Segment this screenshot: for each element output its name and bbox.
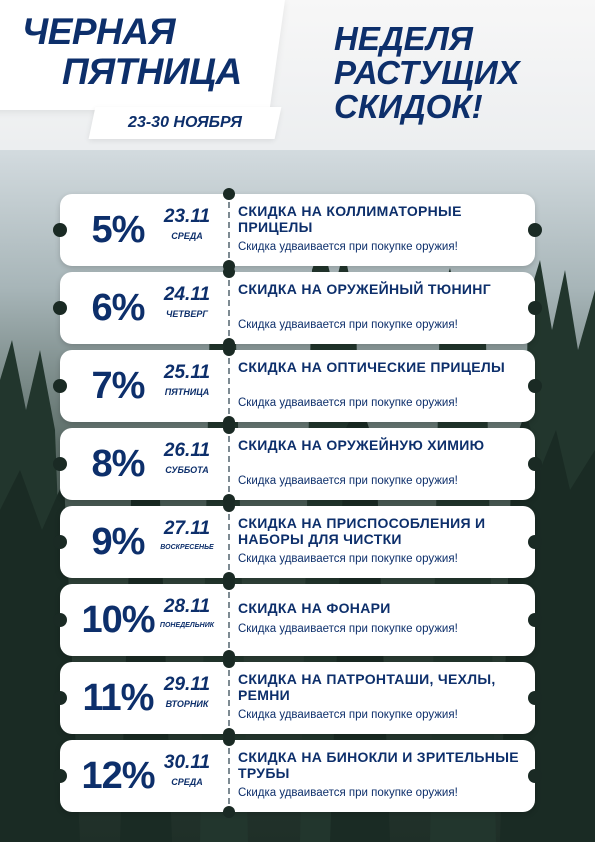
discount-percent: 5% [91, 209, 145, 251]
discount-date: 24.11 [163, 284, 211, 305]
discount-ticket [60, 272, 535, 344]
discount-note: Скидка удваивается при покупке оружия! [238, 241, 458, 253]
ticket-notch [528, 223, 542, 237]
ticket-notch [528, 457, 542, 471]
discount-weekday: ВТОРНИК [165, 699, 209, 709]
discount-percent: 6% [91, 287, 145, 329]
divider-dot [223, 656, 235, 668]
divider-dot [223, 500, 235, 512]
discount-note: Скидка удваивается при покупке оружия! [238, 475, 458, 487]
discount-note: Скидка удваивается при покупке оружия! [238, 787, 458, 799]
discount-date: 28.11 [163, 596, 211, 617]
discount-offer: СКИДКА НА БИНОКЛИ И ЗРИТЕЛЬНЫЕ ТРУБЫ [238, 749, 519, 781]
divider-dot [223, 344, 235, 356]
divider-dot [223, 734, 235, 746]
discount-note: Скидка удваивается при покупке оружия! [238, 397, 458, 409]
discount-ticket [60, 350, 535, 422]
title-line-2: ПЯТНИЦА [62, 51, 242, 92]
date-range: 23-30 НОЯБРЯ [128, 114, 242, 131]
ticket-notch [528, 301, 542, 315]
discount-weekday: ЧЕТВЕРГ [166, 309, 208, 319]
ticket-notch [53, 223, 67, 237]
discount-percent: 10% [81, 599, 155, 641]
ticket-notch [53, 379, 67, 393]
discount-date: 29.11 [163, 674, 211, 695]
discount-date: 25.11 [163, 362, 211, 383]
discount-ticket [60, 428, 535, 500]
discount-note: Скидка удваивается при покупке оружия! [238, 319, 458, 331]
discount-ticket [60, 506, 535, 578]
ticket-divider [228, 592, 230, 648]
discount-offer: СКИДКА НА КОЛЛИМАТОРНЫЕ ПРИЦЕЛЫ [238, 203, 462, 235]
ticket-notch [53, 535, 67, 549]
ticket-divider [228, 202, 230, 258]
discount-weekday: ПЯТНИЦА [164, 387, 210, 397]
ticket-notch [528, 691, 542, 705]
discount-note: Скидка удваивается при покупке оружия! [238, 709, 458, 721]
discount-percent: 12% [81, 755, 155, 797]
header [0, 0, 595, 150]
ticket-notch [53, 691, 67, 705]
divider-dot [223, 422, 235, 434]
ticket-divider [228, 670, 230, 726]
discount-percent: 7% [91, 365, 145, 407]
ticket-divider [228, 514, 230, 570]
discount-offer: СКИДКА НА ОРУЖЕЙНЫЙ ТЮНИНГ [238, 281, 491, 297]
discount-weekday: СУББОТА [165, 465, 209, 475]
ticket-divider [228, 358, 230, 414]
ticket-notch [528, 535, 542, 549]
tagline-line-2: РАСТУЩИХ [334, 54, 520, 91]
discount-percent: 9% [91, 521, 145, 563]
discount-ticket [60, 194, 535, 266]
discount-offer: СКИДКА НА ОРУЖЕЙНУЮ ХИМИЮ [238, 437, 485, 453]
title-line-1: ЧЕРНАЯ [22, 11, 175, 52]
discount-note: Скидка удваивается при покупке оружия! [238, 553, 458, 565]
ticket-notch [53, 769, 67, 783]
discount-date: 27.11 [163, 518, 211, 539]
discount-date: 26.11 [163, 440, 211, 461]
discount-weekday: СРЕДА [171, 231, 203, 241]
ticket-notch [528, 613, 542, 627]
discount-weekday: ПОНЕДЕЛЬНИК [159, 622, 215, 629]
tagline-line-3: СКИДОК! [334, 88, 483, 125]
discount-note: Скидка удваивается при покупке оружия! [238, 623, 458, 635]
ticket-notch [53, 613, 67, 627]
divider-dot [223, 806, 235, 818]
ticket-notch [528, 769, 542, 783]
divider-dot [223, 578, 235, 590]
ticket-notch [53, 301, 67, 315]
ticket-divider [228, 748, 230, 804]
tagline-line-1: НЕДЕЛЯ [334, 20, 473, 57]
discount-percent: 8% [91, 443, 145, 485]
ticket-divider [228, 280, 230, 336]
ticket-notch [528, 379, 542, 393]
discount-weekday: СРЕДА [171, 777, 203, 787]
divider-dot [223, 188, 235, 200]
discount-offer: СКИДКА НА ПРИСПОСОБЛЕНИЯ И НАБОРЫ ДЛЯ ЧИСТКИ [238, 515, 486, 547]
discount-percent: 11% [82, 677, 154, 719]
discount-date: 23.11 [163, 206, 211, 227]
discount-offer: СКИДКА НА ФОНАРИ [238, 600, 391, 616]
discount-date: 30.11 [163, 752, 211, 773]
ticket-divider [228, 436, 230, 492]
discount-ticket [60, 662, 535, 734]
discount-ticket [60, 584, 535, 656]
divider-dot [223, 266, 235, 278]
discount-offer: СКИДКА НА ПАТРОНТАШИ, ЧЕХЛЫ, РЕМНИ [238, 671, 496, 703]
discount-ticket [60, 740, 535, 812]
ticket-notch [53, 457, 67, 471]
discount-offer: СКИДКА НА ОПТИЧЕСКИЕ ПРИЦЕЛЫ [238, 359, 505, 375]
discount-weekday: ВОСКРЕСЕНЬЕ [160, 544, 214, 551]
